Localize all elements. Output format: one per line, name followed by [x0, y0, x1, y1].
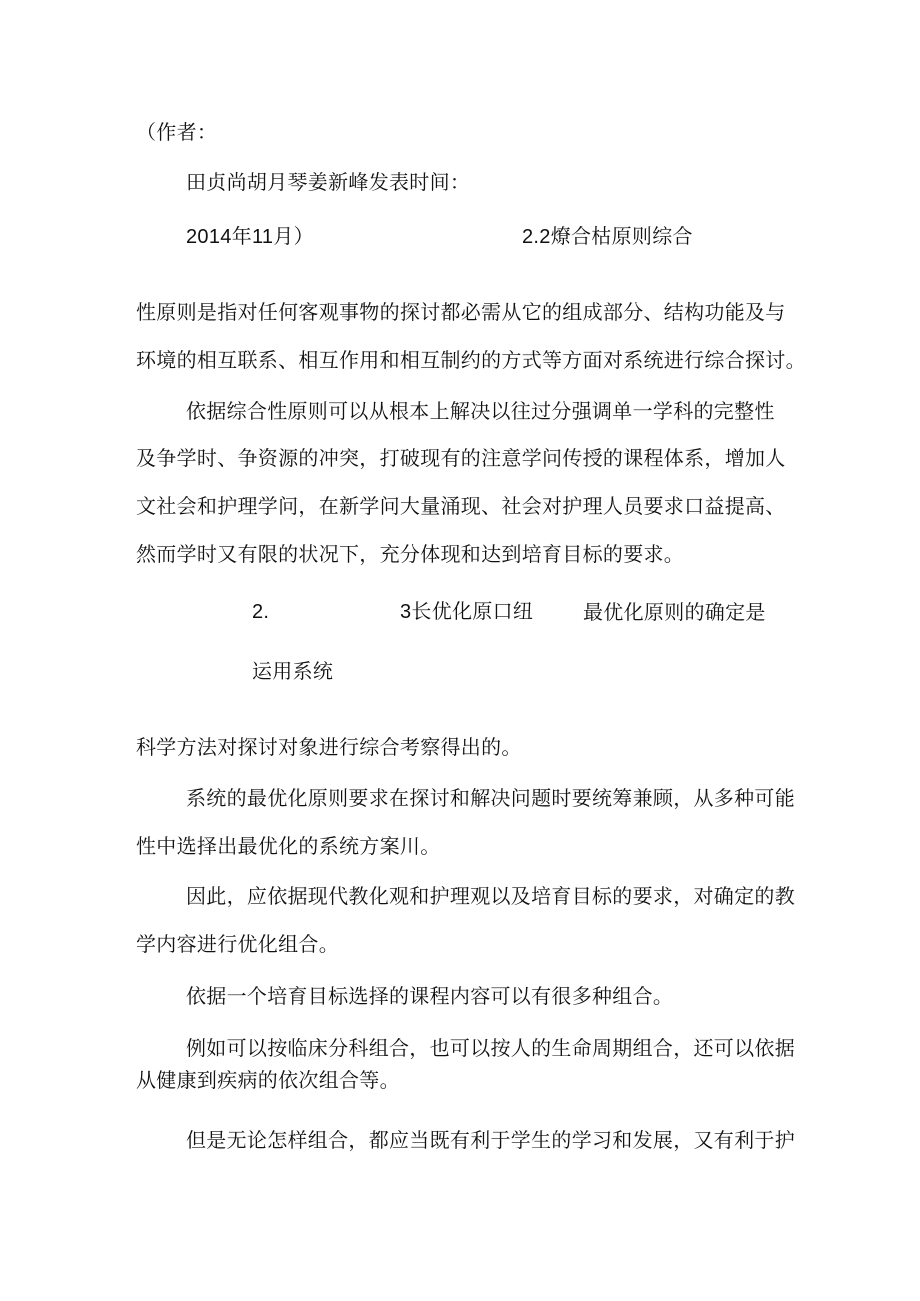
- paragraph-line: 学内容进行优化组合。: [136, 932, 339, 956]
- paragraph-line: 及争学时、争资源的冲突，打破现有的注意学问传授的课程体系，增加人: [136, 446, 786, 470]
- paragraph-line: 因此，应依据现代教化观和护理观以及培育目标的要求，对确定的教: [186, 884, 795, 908]
- paragraph-line: 依据一个培育目标选择的课程内容可以有很多种组合。: [186, 984, 674, 1008]
- paragraph-line: 例如可以按临床分科组合，也可以按人的生命周期组合，还可以依据: [186, 1036, 795, 1060]
- paragraph-line: 但是无论怎样组合，都应当既有利于学生的学习和发展，又有利于护: [186, 1128, 795, 1152]
- paragraph-line: 性原则是指对任何客观事物的探讨都必需从它的组成部分、结构功能及与: [136, 300, 786, 324]
- section-2-2-heading: 2.2燎合枯原则综合: [522, 226, 693, 248]
- paragraph-line: 然而学时又有限的状况下，充分体现和达到培育目标的要求。: [136, 542, 685, 566]
- author-label: （作者：: [136, 120, 218, 144]
- publish-date: 2014年11月）: [186, 226, 314, 248]
- section-2-3-text: 最优化原则的确定是: [583, 600, 766, 624]
- paragraph-line: 性中选择出最优化的系统方案川。: [136, 834, 441, 858]
- paragraph-line: 系统的最优化原则要求在探讨和解决问题时要统筹兼顾，从多种可能: [186, 786, 795, 810]
- section-2-3-continuation: 运用系统: [252, 659, 334, 683]
- paragraph-line: 依据综合性原则可以从根本上解决以往过分强调单一学科的完整性: [186, 399, 775, 423]
- paragraph-line: 从健康到疾病的依次组合等。: [136, 1068, 400, 1092]
- paragraph-line: 环境的相互联系、相互作用和相互制约的方式等方面对系统进行综合探讨。: [136, 348, 806, 372]
- authors-and-date-label: 田贞尚胡月琴姜新峰发表时间：: [186, 170, 471, 194]
- section-2-3-number: 2.: [252, 601, 270, 623]
- section-2-3-heading: 3长优化原口纽: [400, 601, 534, 623]
- paragraph-line: 科学方法对探讨对象进行综合考察得出的。: [136, 735, 522, 759]
- paragraph-line: 文社会和护理学问，在新学问大量涌现、社会对护理人员要求口益提高、: [136, 494, 786, 518]
